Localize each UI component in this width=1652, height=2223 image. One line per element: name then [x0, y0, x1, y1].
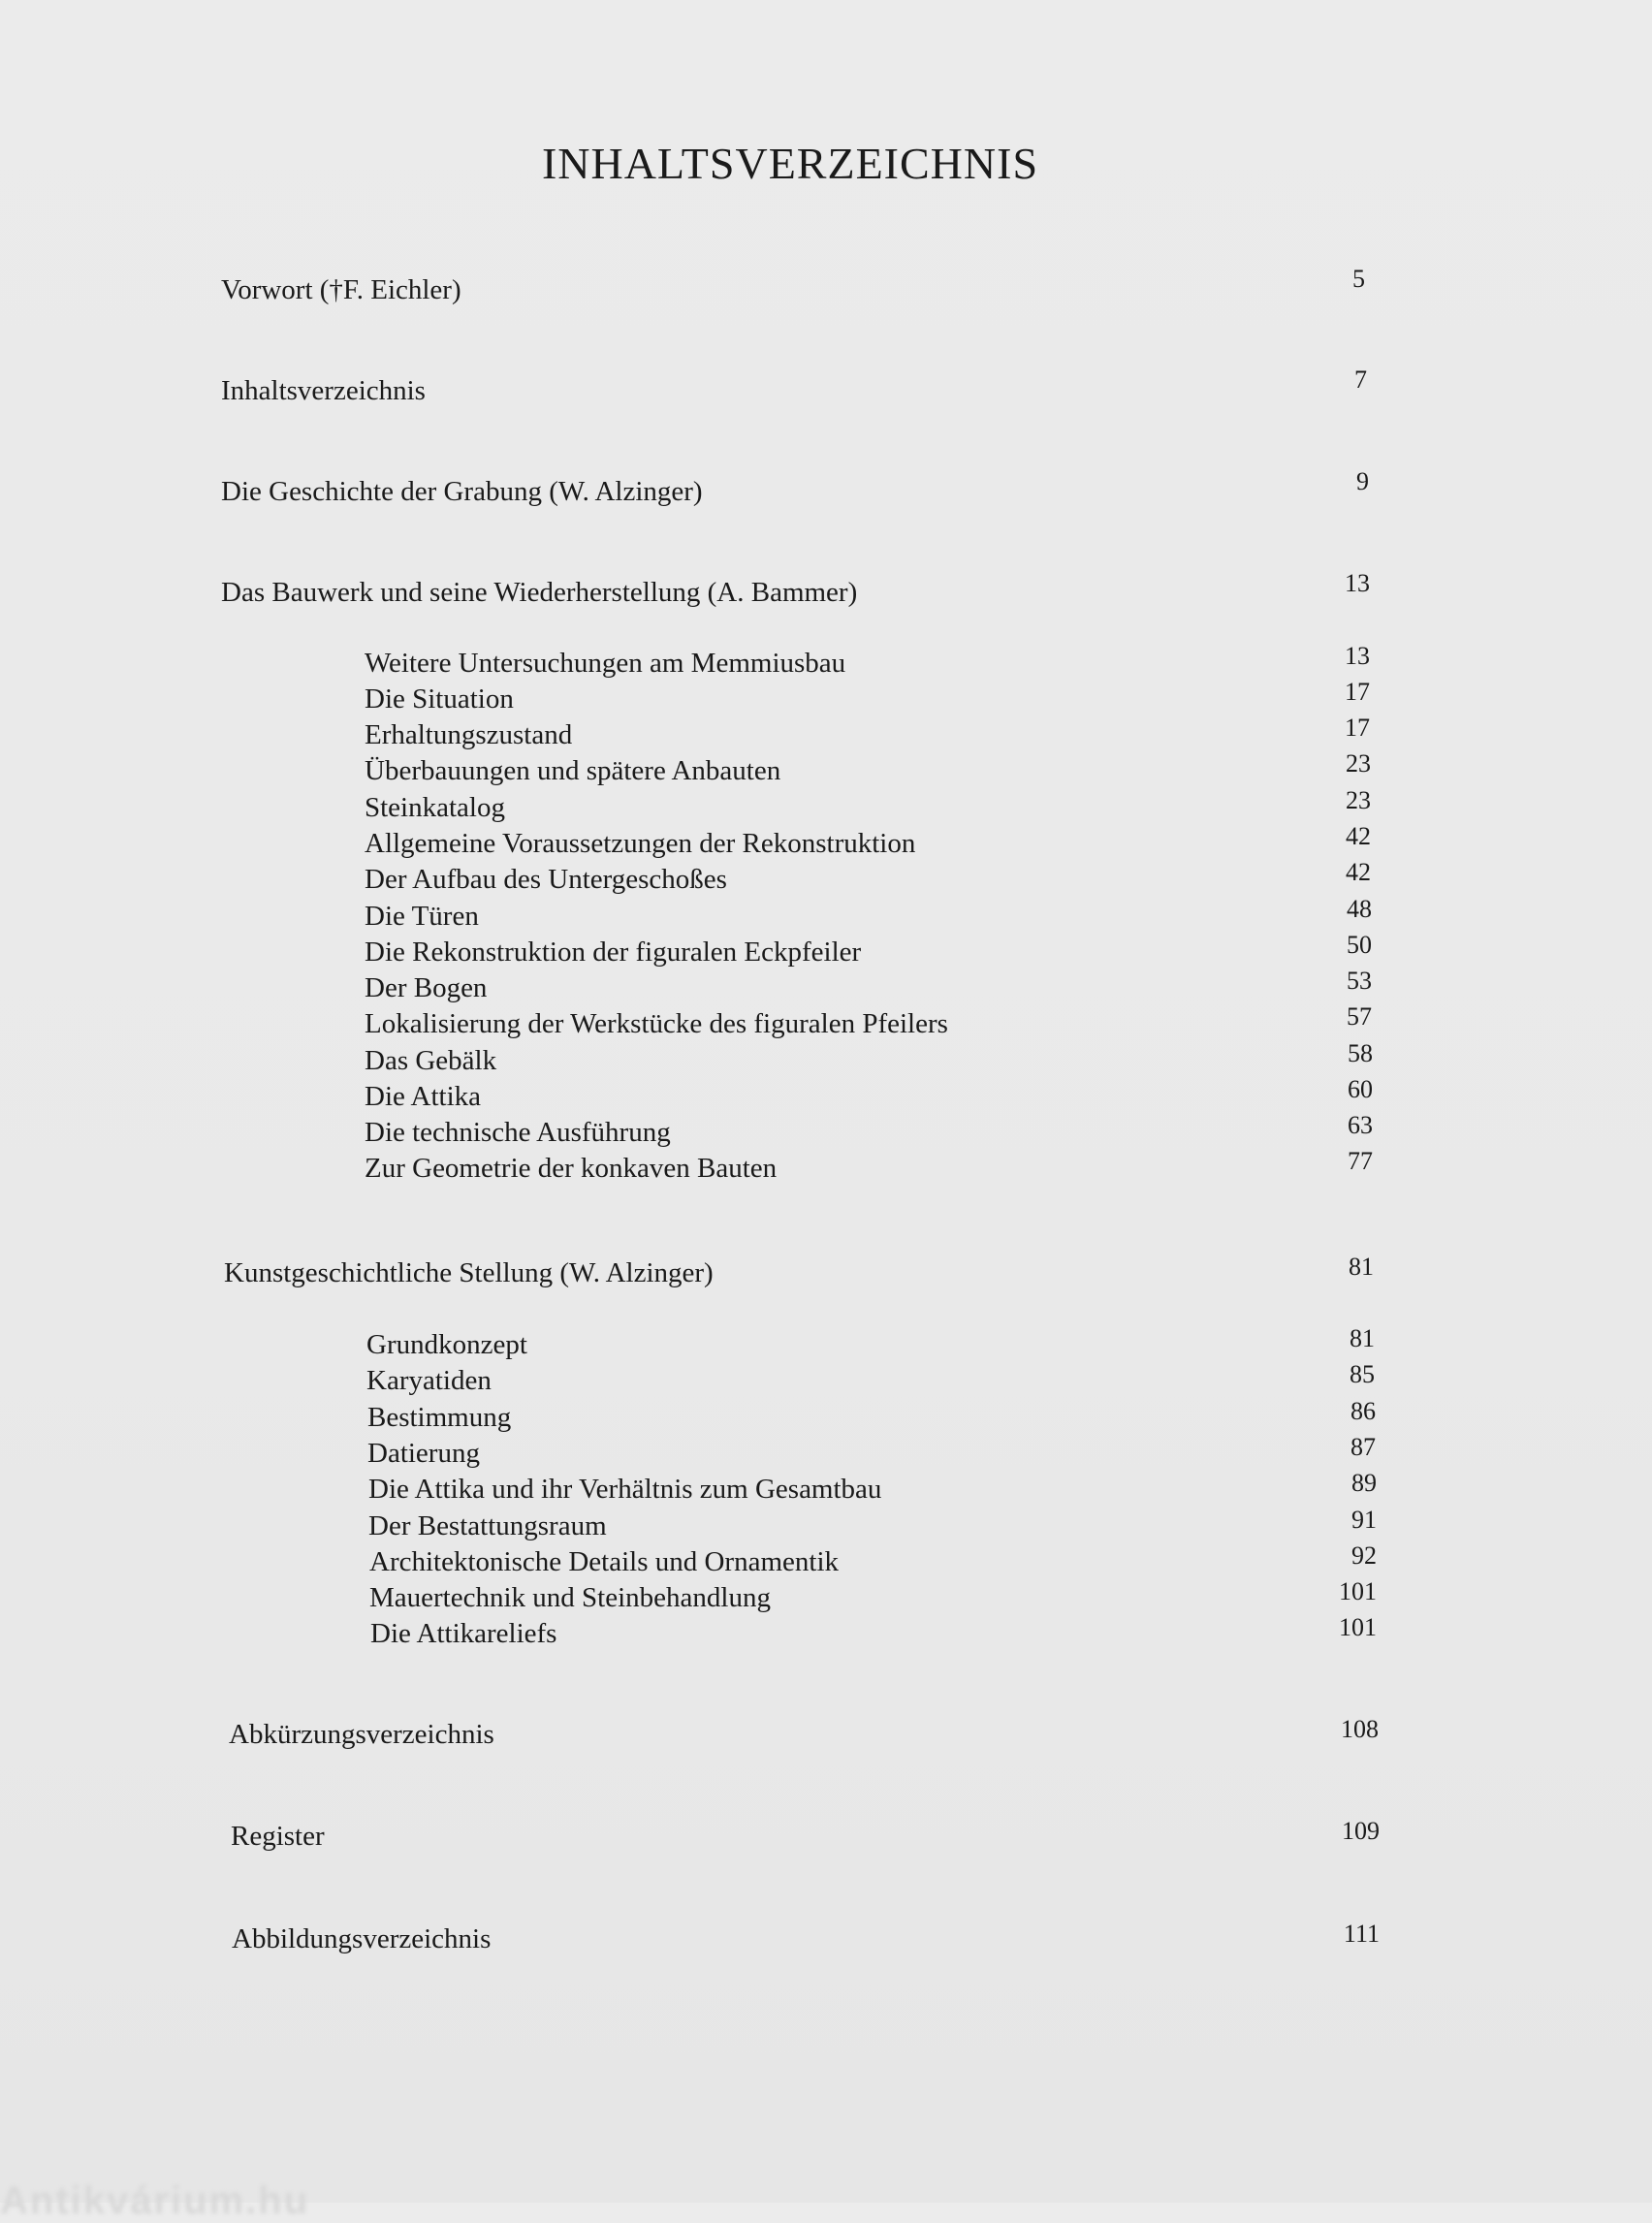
toc-subentry: Steinkatalog — [365, 792, 505, 823]
toc-subentry-page: 63 — [1348, 1111, 1373, 1139]
toc-subentry: Weitere Untersuchungen am Memmiusbau — [365, 648, 846, 679]
toc-entry-abkuerzungen: Abkürzungsverzeichnis — [229, 1719, 494, 1750]
toc-subentry-page: 42 — [1346, 858, 1371, 886]
toc-subentry: Die Attika — [365, 1081, 482, 1112]
toc-subentry-page: 89 — [1351, 1469, 1377, 1497]
toc-page-geschichte: 9 — [1356, 467, 1369, 495]
toc-subentry-page: 60 — [1348, 1075, 1373, 1103]
toc-subentry-page: 57 — [1347, 1002, 1372, 1031]
toc-subentry: Erhaltungszustand — [365, 719, 573, 750]
toc-subentry: Mauertechnik und Steinbehandlung — [369, 1582, 771, 1613]
toc-subentry-page: 13 — [1345, 642, 1370, 670]
toc-subentry: Karyatiden — [366, 1365, 492, 1396]
toc-page-bauwerk: 13 — [1345, 569, 1370, 597]
toc-subentry-page: 91 — [1351, 1506, 1377, 1534]
toc-subentry: Allgemeine Voraussetzungen der Rekonstruktion — [365, 828, 916, 859]
toc-subentry: Bestimmung — [367, 1402, 512, 1433]
toc-page-register: 109 — [1342, 1817, 1380, 1845]
toc-page-abbildungen: 111 — [1343, 1920, 1380, 1948]
toc-subentry: Architektonische Details und Ornamentik — [369, 1546, 840, 1577]
toc-subentry: Die Attikareliefs — [370, 1618, 557, 1649]
toc-subentry: Die Attika und ihr Verhältnis zum Gesamtbau — [368, 1474, 882, 1505]
toc-page-abkuerzungen: 108 — [1341, 1715, 1379, 1743]
toc-page-kunstgeschichte: 81 — [1349, 1253, 1374, 1281]
toc-subentry-page: 85 — [1350, 1360, 1375, 1388]
toc-subentry: Datierung — [367, 1438, 480, 1469]
toc-subentry-page: 58 — [1348, 1039, 1373, 1067]
toc-entry-vorwort: Vorwort (†F. Eichler) — [221, 274, 461, 305]
toc-subentry-page: 53 — [1347, 967, 1372, 995]
toc-subentry: Die Türen — [365, 901, 479, 932]
toc-entry-geschichte: Die Geschichte der Grabung (W. Alzinger) — [221, 476, 703, 507]
toc-entry-bauwerk: Das Bauwerk und seine Wiederherstellung (A. Bammer) — [221, 577, 858, 608]
toc-subentry-page: 101 — [1339, 1613, 1377, 1641]
toc-page-inhaltsverzeichnis: 7 — [1354, 365, 1367, 394]
toc-subentry-page: 48 — [1347, 895, 1372, 923]
toc-subentry-page: 81 — [1350, 1324, 1375, 1352]
toc-subentry: Das Gebälk — [365, 1045, 497, 1076]
toc-entry-abbildungen: Abbildungsverzeichnis — [232, 1923, 492, 1954]
toc-page-vorwort: 5 — [1352, 265, 1365, 293]
toc-subentry-page: 23 — [1346, 786, 1371, 814]
watermark: Antikvárium.hu — [0, 2179, 310, 2222]
toc-subentry-page: 77 — [1348, 1147, 1373, 1175]
toc-subentry: Der Bogen — [365, 972, 488, 1003]
toc-subentry: Lokalisierung der Werkstücke des figuralen Pfeilers — [365, 1008, 948, 1039]
toc-subentry-page: 23 — [1346, 749, 1371, 778]
toc-subentry-page: 87 — [1350, 1433, 1376, 1461]
toc-entry-kunstgeschichte: Kunstgeschichtliche Stellung (W. Alzinger) — [224, 1257, 714, 1288]
page-title: INHALTSVERZEICHNIS — [541, 139, 1039, 188]
toc-subentry-page: 42 — [1346, 822, 1371, 850]
toc-subentry: Die technische Ausführung — [365, 1117, 671, 1148]
toc-entry-inhaltsverzeichnis: Inhaltsverzeichnis — [221, 375, 426, 406]
toc-subentry: Überbauungen und spätere Anbauten — [365, 755, 781, 786]
toc-subentry: Zur Geometrie der konkaven Bauten — [365, 1153, 778, 1184]
toc-subentry-page: 17 — [1345, 678, 1370, 706]
toc-subentry-page: 50 — [1347, 931, 1372, 959]
toc-subentry: Grundkonzept — [366, 1329, 527, 1360]
toc-entry-register: Register — [231, 1821, 325, 1852]
toc-subentry: Der Bestattungsraum — [368, 1510, 607, 1541]
toc-subentry: Die Situation — [365, 683, 514, 715]
toc-subentry-page: 86 — [1350, 1397, 1376, 1425]
toc-subentry-page: 17 — [1345, 714, 1370, 742]
toc-subentry: Die Rekonstruktion der figuralen Eckpfeiler — [365, 937, 862, 968]
toc-subentry: Der Aufbau des Untergeschoßes — [365, 864, 727, 895]
toc-subentry-page: 92 — [1351, 1541, 1377, 1570]
toc-subentry-page: 101 — [1339, 1577, 1377, 1605]
